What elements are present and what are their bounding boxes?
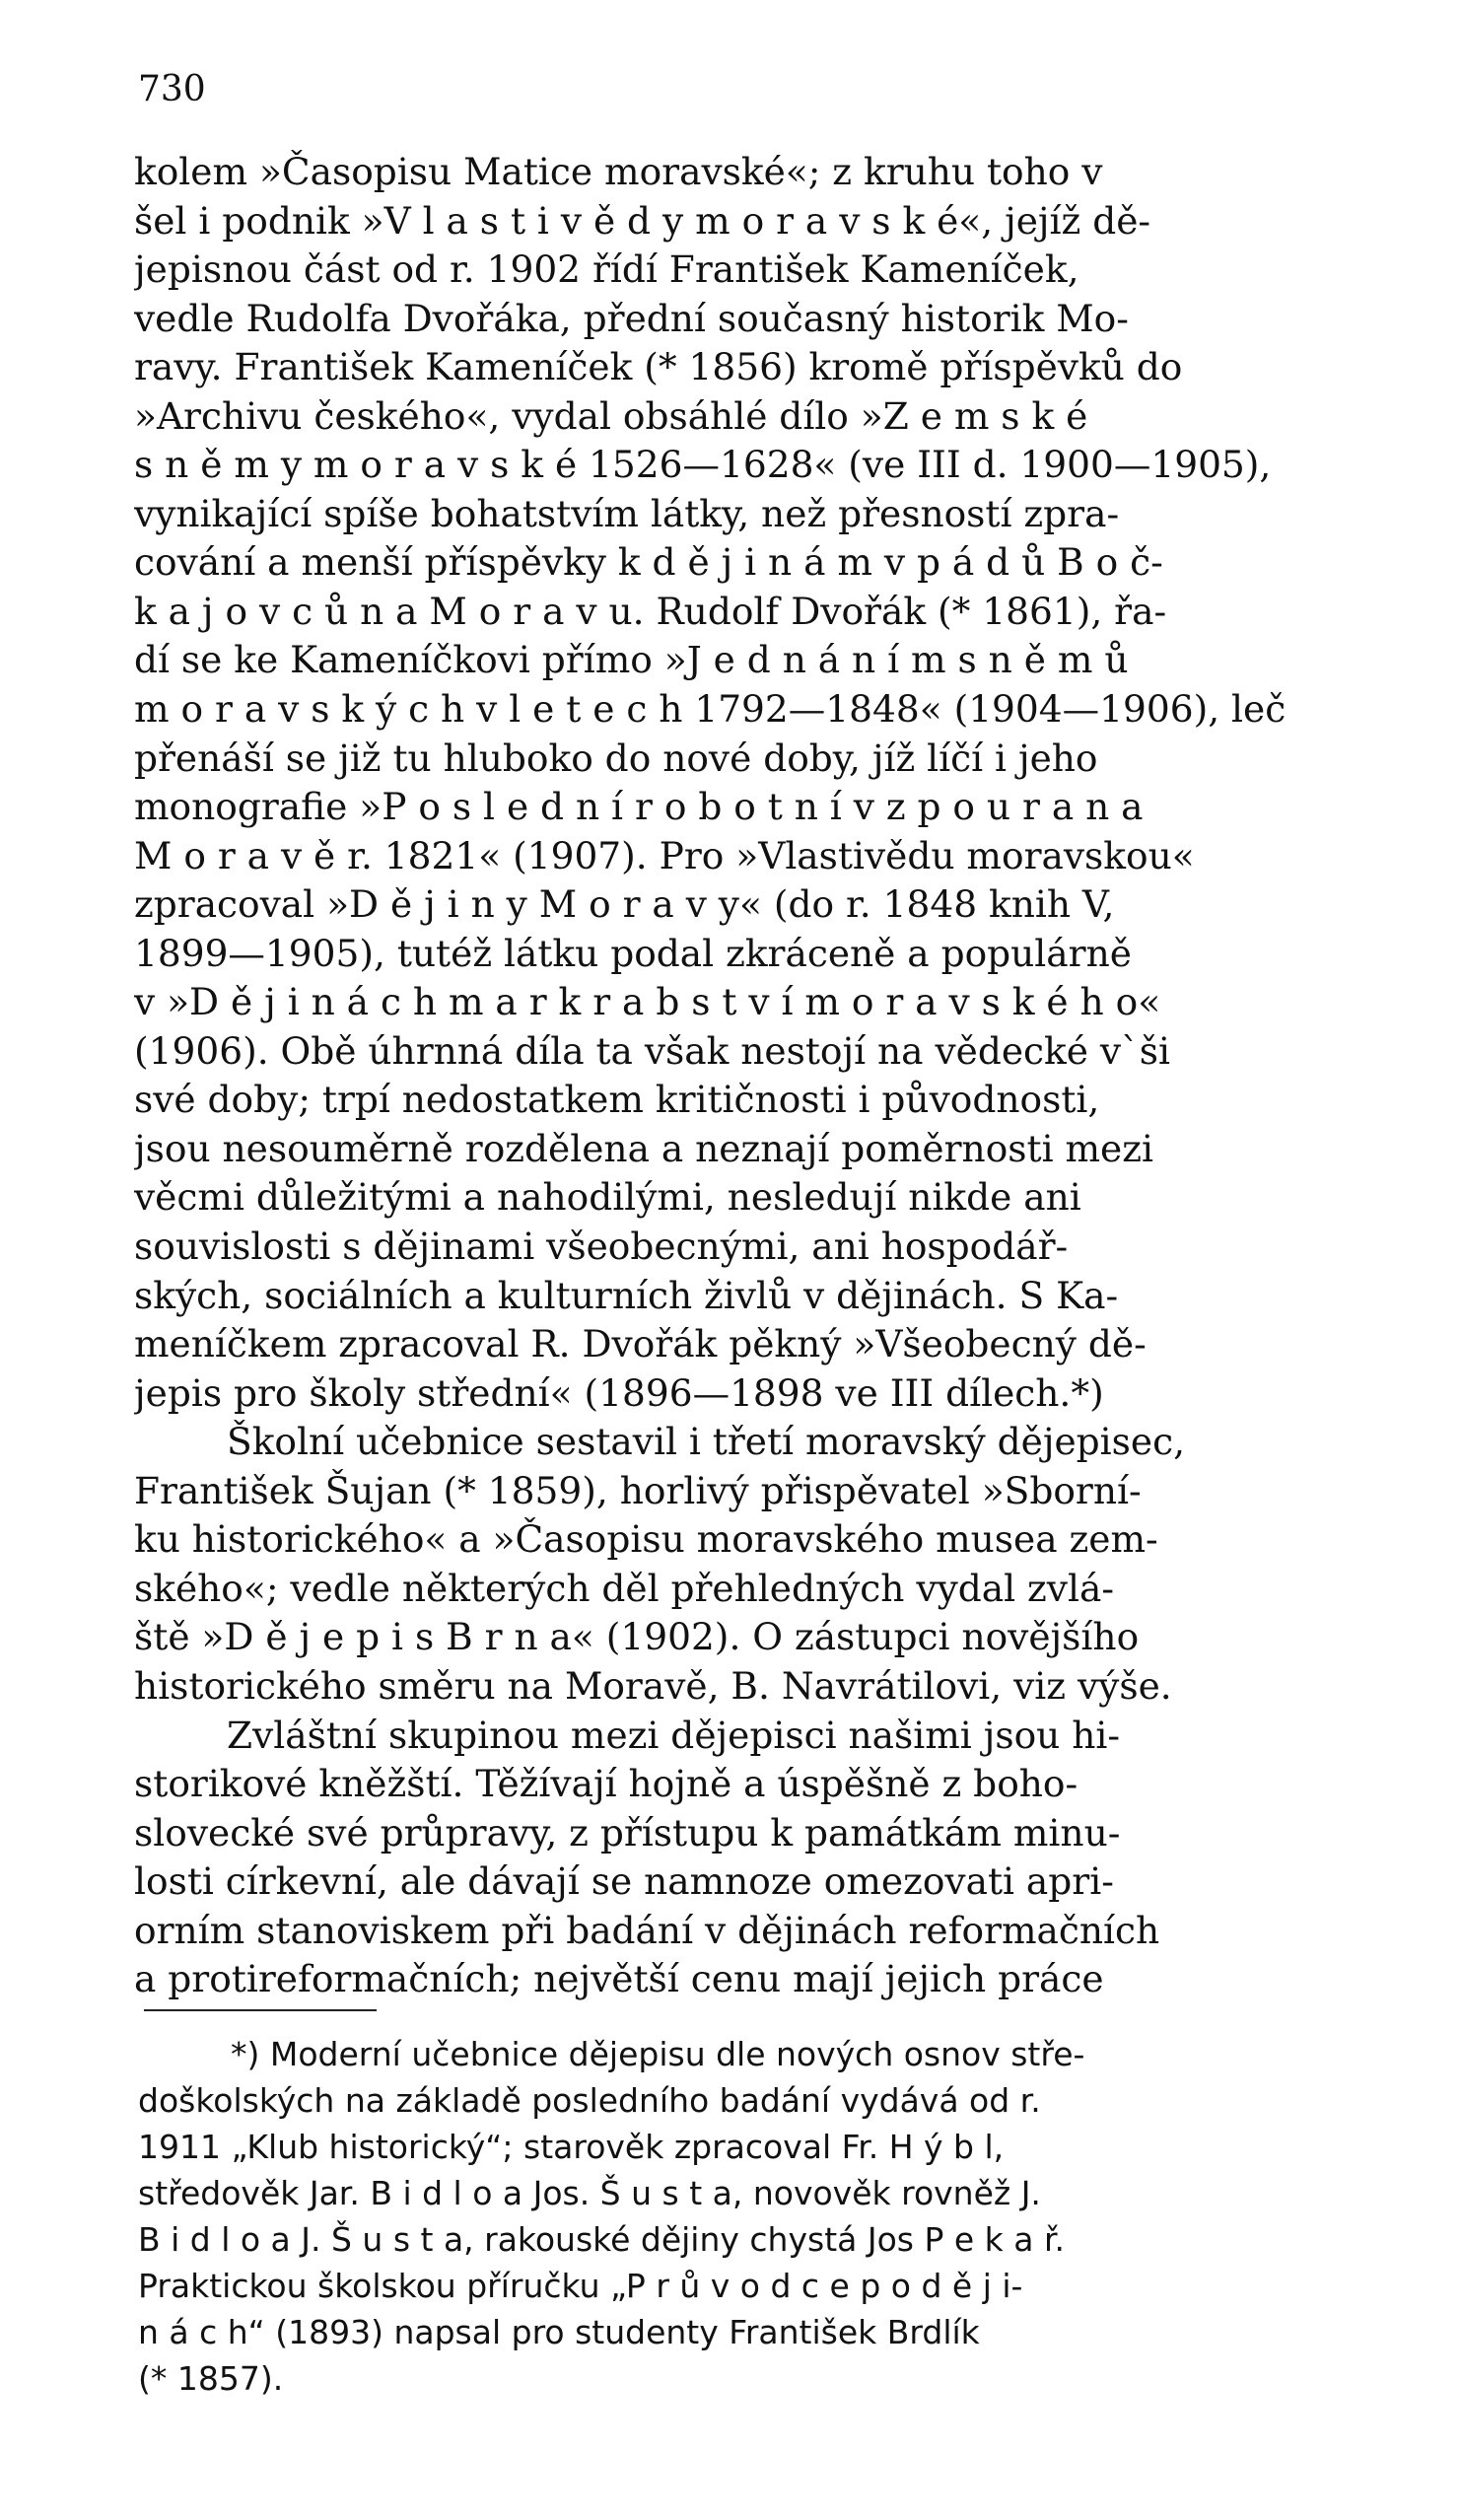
text-line: meníčkem zpracoval R. Dvořák pěkný »Všeobecný dě-: [134, 1322, 1147, 1366]
footnote-line: doškolských na základě posledního badání vydává od r.: [138, 2081, 1041, 2120]
text-line: jepis pro školy střední« (1896—1898 ve III dílech.*): [134, 1370, 1104, 1415]
text-line: slovecké své průpravy, z přístupu k památkám minu-: [134, 1810, 1121, 1855]
text-line: své doby; trpí nedostatkem kritičnosti i původnosti,: [134, 1078, 1100, 1122]
text-line: kolem »Časopisu Matice moravské«; z kruhu toho v: [134, 150, 1103, 193]
text-line: Školní učebnice sestavil i třetí moravský dějepisec,: [227, 1420, 1185, 1464]
footnote-line: Praktickou školskou příručku „P r ů v o d c e p o d ě j i-: [138, 2267, 1023, 2305]
text-line: cování a menší příspěvky k d ě j i n á m v p á d ů B o č-: [134, 540, 1163, 585]
footnote-line: (* 1857).: [138, 2359, 284, 2398]
text-line: losti církevní, ale dávají se namnoze omezovati apri-: [134, 1859, 1114, 1904]
footnote-line: středověk Jar. B i d l o a Jos. Š u s t a, novověk rovněž J.: [138, 2174, 1041, 2212]
footnote-divider: [144, 2009, 377, 2011]
text-line: ravy. František Kameníček (* 1856) kromě příspěvků do: [134, 345, 1183, 389]
footnote-line: n á c h“ (1893) napsal pro studenty František Brdlík: [138, 2313, 980, 2351]
text-line: v »D ě j i n á c h m a r k r a b s t v í m o r a v s k é h o«: [134, 980, 1161, 1024]
text-line: věcmi důležitými a nahodilými, nesledují nikde ani: [134, 1175, 1081, 1220]
text-line: ku historického« a »Časopisu moravského musea zem-: [134, 1517, 1158, 1562]
footnote: [138, 2031, 1297, 2402]
text-line: Zvláštní skupinou mezi dějepisci našimi jsou hi-: [227, 1713, 1121, 1757]
text-line: historického směru na Moravě, B. Navrátilovi, viz výše.: [134, 1663, 1172, 1708]
text-line: jsou nesouměrně rozdělena a neznají poměrnosti mezi: [134, 1126, 1153, 1170]
text-line: storikové kněžští. Těžívají hojně a úspěšně z boho-: [134, 1762, 1078, 1806]
text-line: 1899—1905), tutéž látku podal zkráceně a populárně: [134, 931, 1132, 975]
text-line: ských, sociálních a kulturních živlů v dějinách. S Ka-: [134, 1273, 1119, 1317]
text-line: orním stanoviskem při badání v dějinách reformačních: [134, 1908, 1160, 1952]
text-line: vedle Rudolfa Dvořáka, přední současný historik Mo-: [134, 296, 1129, 340]
text-line: m o r a v s k ý c h v l e t e c h 1792—1848« (1904—1906), leč: [134, 687, 1287, 732]
text-line: zpracoval »D ě j i n y M o r a v y« (do r. 1848 knih V,: [134, 882, 1115, 927]
text-line: dí se ke Kameníčkovi přímo »J e d n á n í m s n ě m ů: [134, 638, 1129, 682]
text-line: (1906). Obě úhrnná díla ta však nestojí na vědecké v`ši: [134, 1028, 1171, 1073]
body-text: [134, 148, 1303, 2004]
text-line: František Šujan (* 1859), horlivý přispěvatel »Sborní-: [134, 1468, 1142, 1512]
text-line: monografie »P o s l e d n í r o b o t n í v z p o u r a n a: [134, 785, 1144, 829]
text-line: k a j o v c ů n a M o r a v u. Rudolf Dvořák (* 1861), řa-: [134, 589, 1167, 633]
text-line: vynikající spíše bohatstvím látky, než přesností zpra-: [134, 491, 1120, 535]
text-line: souvislosti s dějinami všeobecnými, ani hospodář-: [134, 1225, 1069, 1269]
footnote-line: 1911 „Klub historický“; starověk zpracoval Fr. H ý b l,: [138, 2128, 1005, 2166]
text-line: ského«; vedle některých děl přehledných vydal zvlá-: [134, 1566, 1114, 1610]
text-line: šel i podnik »V l a s t i v ě d y m o r a v s k é«, jejíž dě-: [134, 198, 1151, 243]
text-line: jepisnou část od r. 1902 řídí František Kameníček,: [134, 247, 1079, 292]
text-line: ště »D ě j e p i s B r n a« (1902). O zástupci novějšího: [134, 1615, 1140, 1659]
text-line: M o r a v ě r. 1821« (1907). Pro »Vlastivědu moravskou«: [134, 833, 1195, 877]
text-line: přenáší se již tu hluboko do nové doby, jíž líčí i jeho: [134, 735, 1098, 780]
footnote-line: B i d l o a J. Š u s t a, rakouské dějiny chystá Jos P e k a ř.: [138, 2220, 1065, 2259]
footnote-line: *) Moderní učebnice dějepisu dle nových osnov stře-: [231, 2035, 1085, 2073]
text-line: s n ě m y m o r a v s k é 1526—1628« (ve III d. 1900—1905),: [134, 443, 1272, 487]
page-number: 730: [138, 69, 206, 109]
text-line: »Archivu českého«, vydal obsáhlé dílo »Z e m s k é: [134, 393, 1088, 438]
text-line: a protireformačních; největší cenu mají jejich práce: [134, 1957, 1104, 2001]
